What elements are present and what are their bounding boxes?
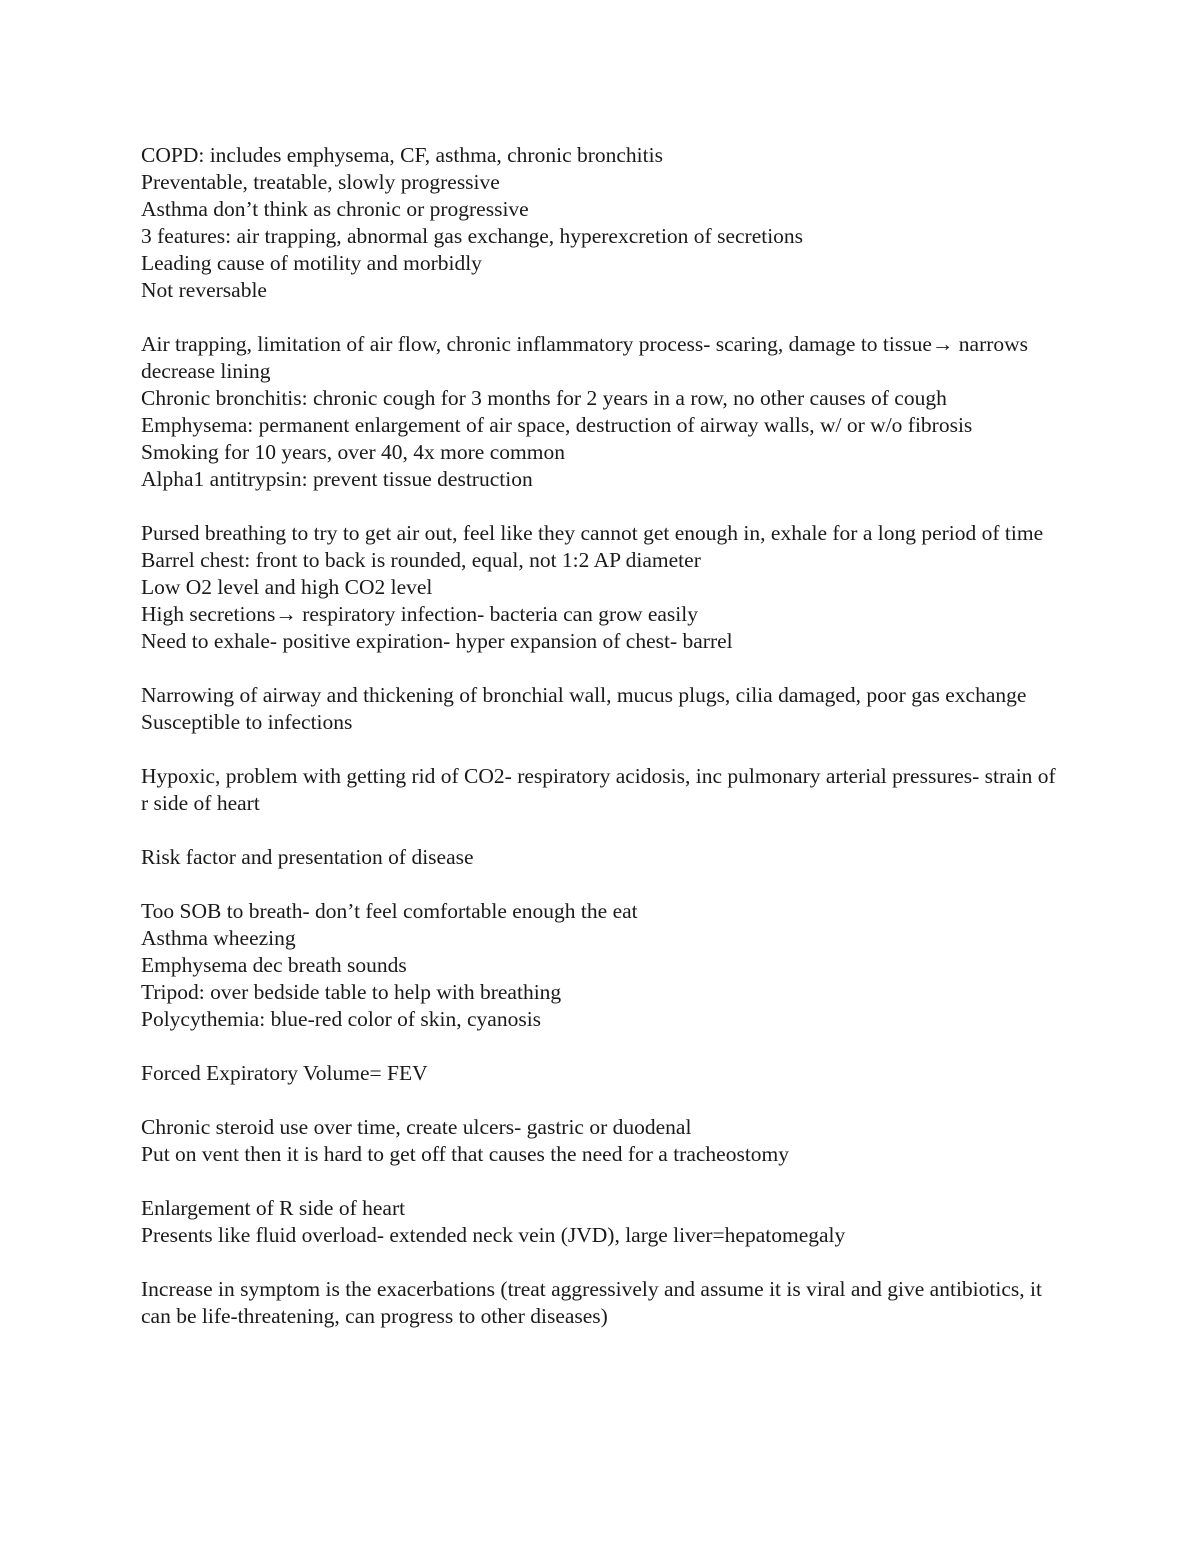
text-line: Low O2 level and high CO2 level xyxy=(141,575,433,599)
text-line: High secretions→ respiratory infection- bacteria can grow easily xyxy=(141,602,698,626)
paragraph xyxy=(141,1114,1066,1168)
text-line: Preventable, treatable, slowly progressive xyxy=(141,170,500,194)
text-line: Narrowing of airway and thickening of bronchial wall, mucus plugs, cilia damaged, poor gas exchange xyxy=(141,683,1027,707)
text-line: Emphysema: permanent enlargement of air space, destruction of airway walls, w/ or w/o fibrosis xyxy=(141,413,973,437)
text-line: Need to exhale- positive expiration- hyper expansion of chest- barrel xyxy=(141,629,733,653)
text-line: Air trapping, limitation of air flow, chronic inflammatory process- scaring, damage to tissue→ narrows decrease lining xyxy=(141,332,1029,383)
text-line: Chronic steroid use over time, create ulcers- gastric or duodenal xyxy=(141,1115,692,1139)
text-line: Pursed breathing to try to get air out, feel like they cannot get enough in, exhale for a long period of time xyxy=(141,521,1044,545)
text-line: Hypoxic, problem with getting rid of CO2- respiratory acidosis, inc pulmonary arterial pressures- strain of r side of heart xyxy=(141,764,1056,815)
document-body xyxy=(141,142,1066,1357)
text-line: Put on vent then it is hard to get off that causes the need for a tracheostomy xyxy=(141,1142,790,1166)
paragraph xyxy=(141,1276,1066,1330)
paragraph xyxy=(141,682,1066,736)
paragraph xyxy=(141,331,1066,493)
text-line: Forced Expiratory Volume= FEV xyxy=(141,1061,428,1085)
text-line: 3 features: air trapping, abnormal gas exchange, hyperexcretion of secretions xyxy=(141,224,804,248)
paragraph xyxy=(141,898,1066,1033)
paragraph xyxy=(141,520,1066,655)
paragraph xyxy=(141,1060,1066,1087)
text-line: COPD: includes emphysema, CF, asthma, chronic bronchitis xyxy=(141,143,663,167)
text-line: Smoking for 10 years, over 40, 4x more common xyxy=(141,440,565,464)
text-line: Polycythemia: blue-red color of skin, cyanosis xyxy=(141,1007,542,1031)
text-line: Chronic bronchitis: chronic cough for 3 months for 2 years in a row, no other causes of cough xyxy=(141,386,947,410)
text-line: Tripod: over bedside table to help with breathing xyxy=(141,980,562,1004)
text-line: Asthma wheezing xyxy=(141,926,296,950)
text-line: Alpha1 antitrypsin: prevent tissue destruction xyxy=(141,467,533,491)
text-line: Risk factor and presentation of disease xyxy=(141,845,474,869)
text-line: Increase in symptom is the exacerbations (treat aggressively and assume it is viral and give antibiotics, it can be life-threatening, can progress to other diseases) xyxy=(141,1277,1042,1328)
text-line: Emphysema dec breath sounds xyxy=(141,953,407,977)
text-line: Enlargement of R side of heart xyxy=(141,1196,406,1220)
text-line: Leading cause of motility and morbidly xyxy=(141,251,482,275)
text-line: Asthma don’t think as chronic or progressive xyxy=(141,197,529,221)
paragraph xyxy=(141,142,1066,304)
text-line: Barrel chest: front to back is rounded, equal, not 1:2 AP diameter xyxy=(141,548,701,572)
text-line: Presents like fluid overload- extended neck vein (JVD), large liver=hepatomegaly xyxy=(141,1223,846,1247)
text-line: Not reversable xyxy=(141,278,267,302)
paragraph xyxy=(141,844,1066,871)
paragraph xyxy=(141,1195,1066,1249)
paragraph xyxy=(141,763,1066,817)
text-line: Too SOB to breath- don’t feel comfortable enough the eat xyxy=(141,899,638,923)
text-line: Susceptible to infections xyxy=(141,710,353,734)
